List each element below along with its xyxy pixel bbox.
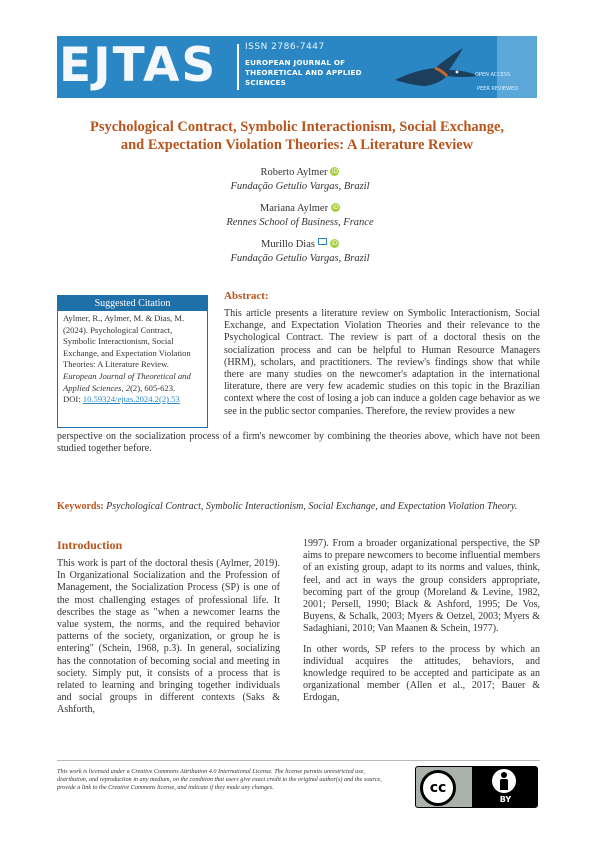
orcid-icon[interactable]: iD (332, 204, 339, 211)
intro-paragraph: 1997). From a broader organizational perspective, the SP aims to prepare newcomers to become influential members of an existing group, adapt to its norms and values, think, feel, and act in ways the group considers appropriate, becoming part of the group (Moreland & Levine, 1982, 2001; Persell, 1990; Black & Ashford, 1995; De Vos, Buyens, & Schalk, 2003; Myers & Oetzel, 2003; Myers & Sadaghiani, 2010; Van Maanen & Schein, 1977). (303, 538, 540, 635)
suggested-citation-box (57, 295, 208, 428)
attribution-person-icon (492, 769, 516, 793)
peer-reviewed-label: PEER REVIEWED (477, 86, 519, 92)
author-entry (150, 238, 450, 252)
orcid-icon[interactable]: iD (331, 240, 338, 247)
banner-divider (237, 44, 239, 90)
article-title (57, 118, 537, 154)
citation-heading: Suggested Citation (58, 296, 207, 311)
swallow-icon (385, 40, 485, 94)
introduction-column-left: This work is part of the doctoral thesis (Aylmer, 2019). In Organizational Socialization and the Profession of Management, the Socialization Process (SP) is one of the most challenging estages of professional life. It describes the stage as "when a newcomer learns the value system, the norms, and the required behavior patterns of the society, organization, or group he is entering" (Schein, 1968, p.3). In general, socializing has the connotation of becoming social and meeting in society. Simply put, it consists of a process that is related to learning and bringing together individuals and social groups in different contexts (Saks & Ashforth, (57, 558, 280, 716)
issn-label: ISSN 2786-7447 (245, 42, 325, 52)
citation-body (58, 311, 207, 408)
abstract-body: This article presents a literature review on Symbolic Interactionism, Social Exchange, and Expectation Violation Theories and their relevance to the Psychological Contract. The review is part of a doctoral thesis on the socialization process and can be helpful to Human Resource Managers (HRM), scholars, and practitioners. The review's findings show that while there are many studies on the newcomer's adaptation in the international literature, there are very few academic studies on this topic in the Brazilian context where the cost of losing a job can induce a golden cage behavior as we see in the public sector companies. Therefore, the review provides a new (224, 308, 540, 417)
journal-name (245, 58, 385, 88)
introduction-heading: Introduction (57, 538, 123, 552)
journal-banner (57, 36, 537, 98)
journal-name-line1: EUROPEAN JOURNAL OF (245, 58, 346, 67)
email-icon[interactable] (318, 238, 327, 245)
author-affiliation: Fundação Getulio Vargas, Brazil (230, 253, 370, 264)
keywords-label: Keywords: (57, 501, 104, 512)
keywords (57, 500, 540, 513)
citation-journal: European Journal of Theoretical and Applied Sciences, 2 (63, 370, 191, 393)
open-access-label: OPEN ACCESS (475, 72, 511, 78)
author-list (150, 166, 450, 274)
author-name: Murillo Dias (261, 239, 315, 250)
author-entry (150, 202, 450, 216)
footer-divider (57, 760, 540, 761)
journal-name-line2: THEORETICAL AND APPLIED SCIENCES (245, 68, 362, 87)
license-text: This work is licensed under a Creative Commons Attribution 4.0 International License. The license permits unrestricted use, distribution, and reproduction in any medium, on the condition that users give exact credit to the original author(s) and the source, provide a link to the Creative Commons license, and indicate if they made any changes. (57, 768, 382, 791)
author-affiliation: Fundação Getulio Vargas, Brazil (230, 181, 370, 192)
author-name: Roberto Aylmer (260, 167, 328, 178)
citation-text: Aylmer, R., Aylmer, M. & Dias, M. (2024). Psychological Contract, Symbolic Interactionism, Social Exchange, and Expectation Violation Theories: A Literature Review. (63, 313, 191, 370)
author-entry (150, 166, 450, 180)
doi-link[interactable]: 10.59324/ejtas.2024.2(2).53 (82, 394, 180, 405)
orcid-icon[interactable]: iD (331, 168, 339, 175)
abstract-body-continued: perspective on the socialization process of a firm's newcomer by combining the theories above, which have not been studied together before. (57, 431, 540, 455)
abstract-heading: Abstract: (224, 290, 269, 302)
doi-label: DOI: (63, 394, 81, 405)
cc-by-badge[interactable] (415, 766, 538, 808)
author-name: Mariana Aylmer (259, 203, 329, 214)
introduction-column-right (303, 538, 540, 705)
person-head (501, 772, 507, 778)
article-title-line1: Psychological Contract, Symbolic Interactionism, Social Exchange, (89, 119, 505, 135)
person-body (500, 779, 508, 790)
intro-paragraph: In other words, SP refers to the process by which an individual acquires the attitudes, behaviors, and knowledge required to be accepted and participate as an organizational member (Allen et al., 2017; Bauer & Erdogan, (303, 643, 540, 704)
keywords-value: Psychological Contract, Symbolic Interactionism, Social Exchange, and Expectation Violation Theory. (106, 501, 518, 512)
journal-logo: EJTAS (59, 38, 218, 93)
cc-icon: cc (420, 770, 456, 806)
author-affiliation: Rennes School of Business, France (226, 217, 374, 228)
article-title-line2: and Expectation Violation Theories: A Literature Review (120, 137, 474, 153)
by-label: BY (499, 795, 512, 804)
citation-issue-pages: (2), 605-623. (130, 382, 176, 393)
